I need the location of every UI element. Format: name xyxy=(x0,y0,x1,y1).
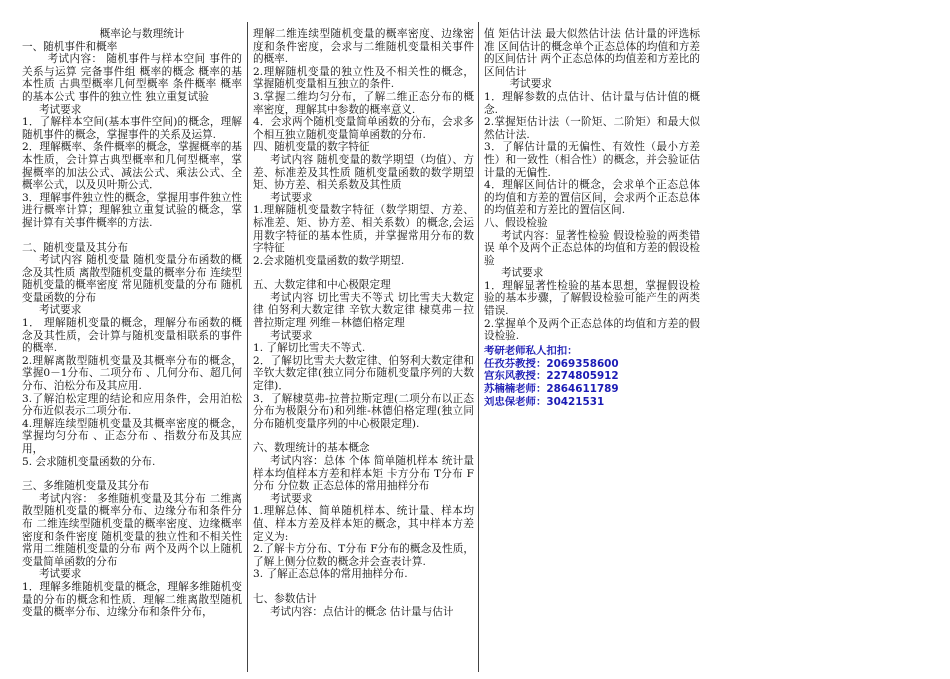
contacts-block xyxy=(484,345,700,409)
requirement-item: 2．理解概率、条件概率的概念，掌握概率的基本性质，会计算古典型概率和几何型概率，掌握概率的加法公式、减法公式、乘法公式、全概率公式，以及贝叶斯公式． xyxy=(22,141,242,192)
requirement-item: 1．理解参数的点估计、估计量与估计值的概念. xyxy=(484,90,700,116)
requirement-item: 1．理解多维随机变量的概念，理解多维随机变量的分布的概念和性质．理解二维离散型随机变量的概率分布、边缘分布和条件分布， xyxy=(22,580,242,619)
section-heading: 四、随机变量的数字特征 xyxy=(253,141,370,154)
requirement-item: 4．会求两个随机变量简单函数的分布，会求多个相互独立随机变量简单函数的分布. xyxy=(253,116,474,141)
contacts-heading: 考研老师私人扣扣： xyxy=(484,344,578,357)
exam-content: 考试内容 切比雪夫不等式 切比雪夫大数定律 伯努利大数定律 辛钦大数定律 棣莫弗－拉普拉斯定理 列维－林德伯格定理 xyxy=(253,291,474,330)
exam-content: 考试内容：总体 个体 简单随机样本 统计量 样本均值样本方差和样本矩 卡方分布 T分布 F分布 分位数 正态总体的常用抽样分布 xyxy=(253,455,474,493)
column-divider xyxy=(478,22,479,672)
contact-line: 宫东风教授：2274805912 xyxy=(484,370,619,383)
requirement-item: 理解二维连续型随机变量的概率密度、边缘密度和条件密度，会求与二维随机变量相关事件的概率. xyxy=(253,28,474,66)
column-divider xyxy=(247,22,248,672)
exam-content: 考试内容：点估计的概念 估计量与估计 xyxy=(269,605,454,618)
section-heading: 七、参数估计 xyxy=(253,592,317,605)
exam-content: 考试内容：显著性检验 假设检验的两类错误 单个及两个正态总体的均值和方差的假设检验 xyxy=(484,229,700,267)
requirement-item: 4．理解区间估计的概念，会求单个正态总体的均值和方差的置信区间，会求两个正态总体的均值差和方差比的置信区间. xyxy=(484,179,700,217)
column-3 xyxy=(484,28,700,409)
requirement-item: 2.理解离散型随机变量及其概率分布的概念，掌握0－1分布、二项分布 、几何分布、超几何分布、泊松分布及其应用. xyxy=(22,354,242,393)
requirement-item: 1． 理解随机变量的概念，理解分布函数的概念及其性质，会计算与随机变量相联系的事件的概率. xyxy=(22,317,242,355)
requirement-item: 2．了解切比雪夫大数定律、伯努利大数定律和辛钦大数定律(独立同分布随机变量序列的大数定律)． xyxy=(253,354,474,393)
section-heading: 六、数理统计的基本概念 xyxy=(253,442,370,455)
contact-line: 任孜芬教授：2069358600 xyxy=(484,357,619,370)
section-heading: 五、大数定律和中心极限定理 xyxy=(253,279,391,292)
requirement-item: 1.理解总体、简单随机样本、统计量、样本均值、样本方差及样本矩的概念，其中样本方差定义为: xyxy=(253,505,474,543)
requirement-item: 1.理解随机变量数字特征（数学期望、方差、标准差、矩、协方差、相关系数）的概念,会运用数字特征的基本性质，并掌握常用分布的数字特征 xyxy=(253,204,474,255)
document-title: 概率论与数理统计 xyxy=(99,28,185,40)
requirement-item: 5. 会求随机变量函数的分布. xyxy=(22,455,156,468)
requirements-heading: 考试要求 xyxy=(38,568,82,581)
requirement-item: 3．了解估计量的无偏性、有效性（最小方差性）和一致性（相合性）的概念，并会验证估计量的无偏性. xyxy=(484,141,700,179)
section-heading: 三、多维随机变量及其分布 xyxy=(22,480,150,493)
requirement-item: 1．了解样本空间(基本事件空间)的概念，理解随机事件的概念，掌握事件的关系及运算. xyxy=(22,116,242,141)
requirement-item: 4.理解连续型随机变量及其概率密度的概念，掌握均匀分布 、正态分布 、指数分布及其应用， xyxy=(22,417,242,455)
contact-line: 苏楠楠老师：2864611789 xyxy=(484,383,619,396)
exam-content: 考试内容： 随机事件与样本空间 事件的关系与运算 完备事件组 概率的概念 概率的基本性质 古典型概率几何型概率 条件概率 概率的基本公式 事件的独立性 独立重复试验 xyxy=(22,53,242,103)
section-heading: 一、随机事件和概率 xyxy=(22,40,118,53)
column-1 xyxy=(22,28,242,619)
contact-line: 刘忠保老师：30421531 xyxy=(484,396,605,409)
exam-content: 值 矩估计法 最大似然估计法 估计量的评选标准 区间估计的概念单个正态总体的均值和方差的区间估计 两个正态总体的均值差和方差比的区间估计 xyxy=(484,28,700,78)
requirements-heading: 考试要求 xyxy=(500,267,544,280)
requirement-item: 2.会求随机变量函数的数学期望. xyxy=(253,254,405,267)
requirement-item: 2.了解卡方分布、T分布 F分布的概念及性质，了解上侧分位数的概念并会查表计算. xyxy=(253,543,474,568)
requirement-item: 3．了解棣莫弗-拉普拉斯定理(二项分布以正态分布为极限分布)和列维-林德伯格定理(独立同分布随机变量序列的中心极限定理). xyxy=(253,392,474,430)
requirement-item: 2.掌握矩估计法（一阶矩、二阶矩）和最大似然估计法. xyxy=(484,116,700,141)
section-heading: 八、假设检验 xyxy=(484,216,548,229)
requirement-item: 2.理解随机变量的独立性及不相关性的概念，掌握随机变量相互独立的条件. xyxy=(253,65,474,91)
requirement-item: 1. 了解切比雪夫不等式. xyxy=(253,342,366,355)
requirements-heading: 考试要求 xyxy=(38,304,82,317)
exam-content: 考试内容 随机变量的数学期望（均值）、方差、标准差及其性质 随机变量函数的数学期望 矩、协方差、相关系数及其性质 xyxy=(253,153,474,192)
requirements-heading: 考试要求 xyxy=(269,191,313,204)
requirements-heading: 考试要求 xyxy=(269,492,313,505)
requirement-item: 3．理解事件独立性的概念，掌握用事件独立性进行概率计算；理解独立重复试验的概念，掌握计算有关事件概率的方法. xyxy=(22,191,242,229)
exam-content: 考试内容 随机变量 随机变量分布函数的概念及其性质 离散型随机变量的概率分布 连续型随机变量的概率密度 常见随机变量的分布 随机变量函数的分布 xyxy=(22,254,242,304)
requirements-heading: 考试要求 xyxy=(269,329,313,342)
requirement-item: 3.掌握二维均匀分布，了解二维正态分布的概率密度，理解其中参数的概率意义. xyxy=(253,90,474,116)
requirements-heading: 考试要求 xyxy=(509,78,552,91)
requirement-item: 2.掌握单个及两个正态总体的均值和方差的假设检验. xyxy=(484,317,700,343)
section-heading: 二、随机变量及其分布 xyxy=(22,241,128,254)
requirements-heading: 考试要求 xyxy=(38,103,82,116)
column-2 xyxy=(253,28,474,618)
requirement-item: 3.了解泊松定理的结论和应用条件，会用泊松分布近似表示二项分布. xyxy=(22,392,242,418)
exam-content: 考试内容： 多维随机变量及其分布 二维离散型随机变量的概率分布、边缘分布和条件分布 二维连续型随机变量的概率密度、边缘概率密度和条件密度 随机变量的独立性和不相关性 常用二维随机变量的分布 两个及两个以上随机变量简单函数的分布 xyxy=(22,492,242,568)
requirement-item: 3. 了解正态总体的常用抽样分布. xyxy=(253,568,408,581)
requirement-item: 1．理解显著性检验的基本思想，掌握假设检验的基本步骤，了解假设检验可能产生的两类错误. xyxy=(484,279,700,318)
